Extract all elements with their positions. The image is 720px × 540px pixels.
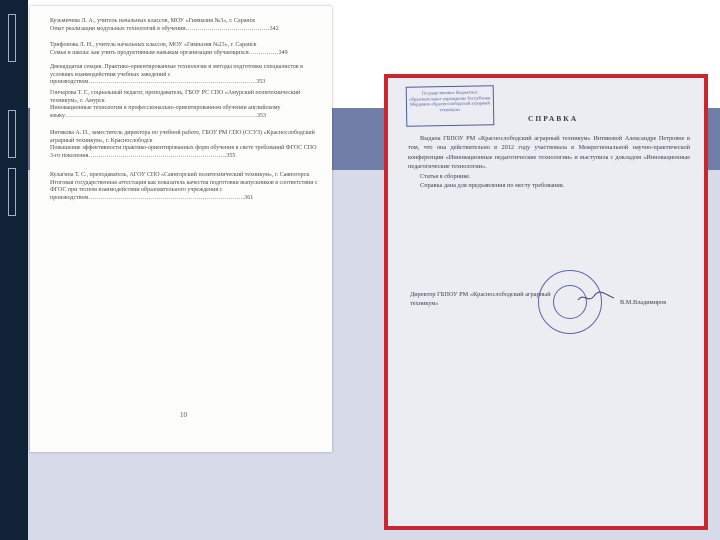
contents-page xyxy=(30,6,332,452)
toc-title: Семья и школа: как учить продуктивным навыкам организации обучающихся……………349 xyxy=(50,49,288,56)
toc-title: Повышение эффективности практико-ориентированных форм обучения в свете требований ФГОС СПО 3-го поколения……………………………………………………………355 xyxy=(50,145,318,159)
toc-entry-1 xyxy=(50,18,320,33)
strip-bar-1 xyxy=(8,14,16,62)
institution-stamp xyxy=(406,85,495,127)
signatory-name: В.М.Владимиров xyxy=(620,299,667,306)
certificate-body xyxy=(408,134,690,190)
toc-author: Кузьмичева Л. А., учитель начальных классов, МОУ «Гимназия №3», г. Саранск xyxy=(50,18,256,24)
certificate-document xyxy=(388,78,704,526)
certificate-title: СПРАВКА xyxy=(528,114,579,123)
toc-entry-5 xyxy=(50,172,320,202)
toc-title: Инновационные технологии в профессионально-ориентированном обучении английскому языку……………………………………………………………………………………353 xyxy=(50,105,283,119)
page-number: 10 xyxy=(180,411,187,419)
toc-entry-2 xyxy=(50,42,320,57)
strip-bar-2 xyxy=(8,110,16,158)
toc-author: Кулагина Т. С., преподаватель, АГОУ СПО «Саянгорский политехнический техникум», г. Саяногорск xyxy=(50,172,310,178)
certificate-paragraph: Статья в сборнике. xyxy=(420,172,471,180)
left-dark-strip xyxy=(0,0,28,540)
strip-bar-3 xyxy=(8,168,16,216)
section-title: Двенадцатая секция. Практико-ориентированные технологии и методы подготовки специалистов в условиях взаимодействия учебных заведений с производством…………………………………………………………………………353 xyxy=(50,64,305,86)
toc-author: Интякова А. П., заместитель директора по учебной работе, ГБОУ РМ СПО (ССУЗ) «Краснослободский аграрный техникум», г. Краснослободск xyxy=(50,130,317,144)
signature-icon xyxy=(576,290,616,304)
certificate-paragraph: Справка дана для предъявления по месту требования. xyxy=(420,182,565,190)
toc-entry-4 xyxy=(50,130,320,160)
toc-title: Опыт реализации модульных технологий в обучении……………………………………342 xyxy=(50,25,279,32)
toc-entry-3 xyxy=(50,90,320,120)
certificate-paragraph: Выдана ГБПОУ РМ «Краснослободский аграрный техникум» Интяковой Александре Петровне в том, что она действительно в 2012 году участвовала в Межрегиональной научно-практической конференции «Инновационные педагогические технологии» и выступила с докладом «Инновационные педагогические технологии». xyxy=(408,135,690,171)
toc-author: Гончарова Т. Г., социальный педагог, преподаватель, ГБОУ РС СПО «Амурский политехнический техникум», г. Амурск xyxy=(50,90,302,104)
toc-author: Трифонова Л. Н., учитель начальных классов, МОУ «Гимназия №23», г. Саранск xyxy=(50,42,257,48)
toc-title: Итоговая государственная аттестация как показатель качества подготовки выпускников в соответствии с ФГОС при тесном взаимодействии образовательного учреждения с производством……………………………………………………………………361 xyxy=(50,179,320,201)
stamp-text: Государственное бюджетное образовательное учреждение Республики Мордовия «Краснослободский аграрный техникум» xyxy=(409,89,491,112)
toc-section-heading xyxy=(50,64,320,87)
signatory-role: Директор ГБПОУ РМ «Краснослободский аграрный техникум» xyxy=(410,291,551,308)
